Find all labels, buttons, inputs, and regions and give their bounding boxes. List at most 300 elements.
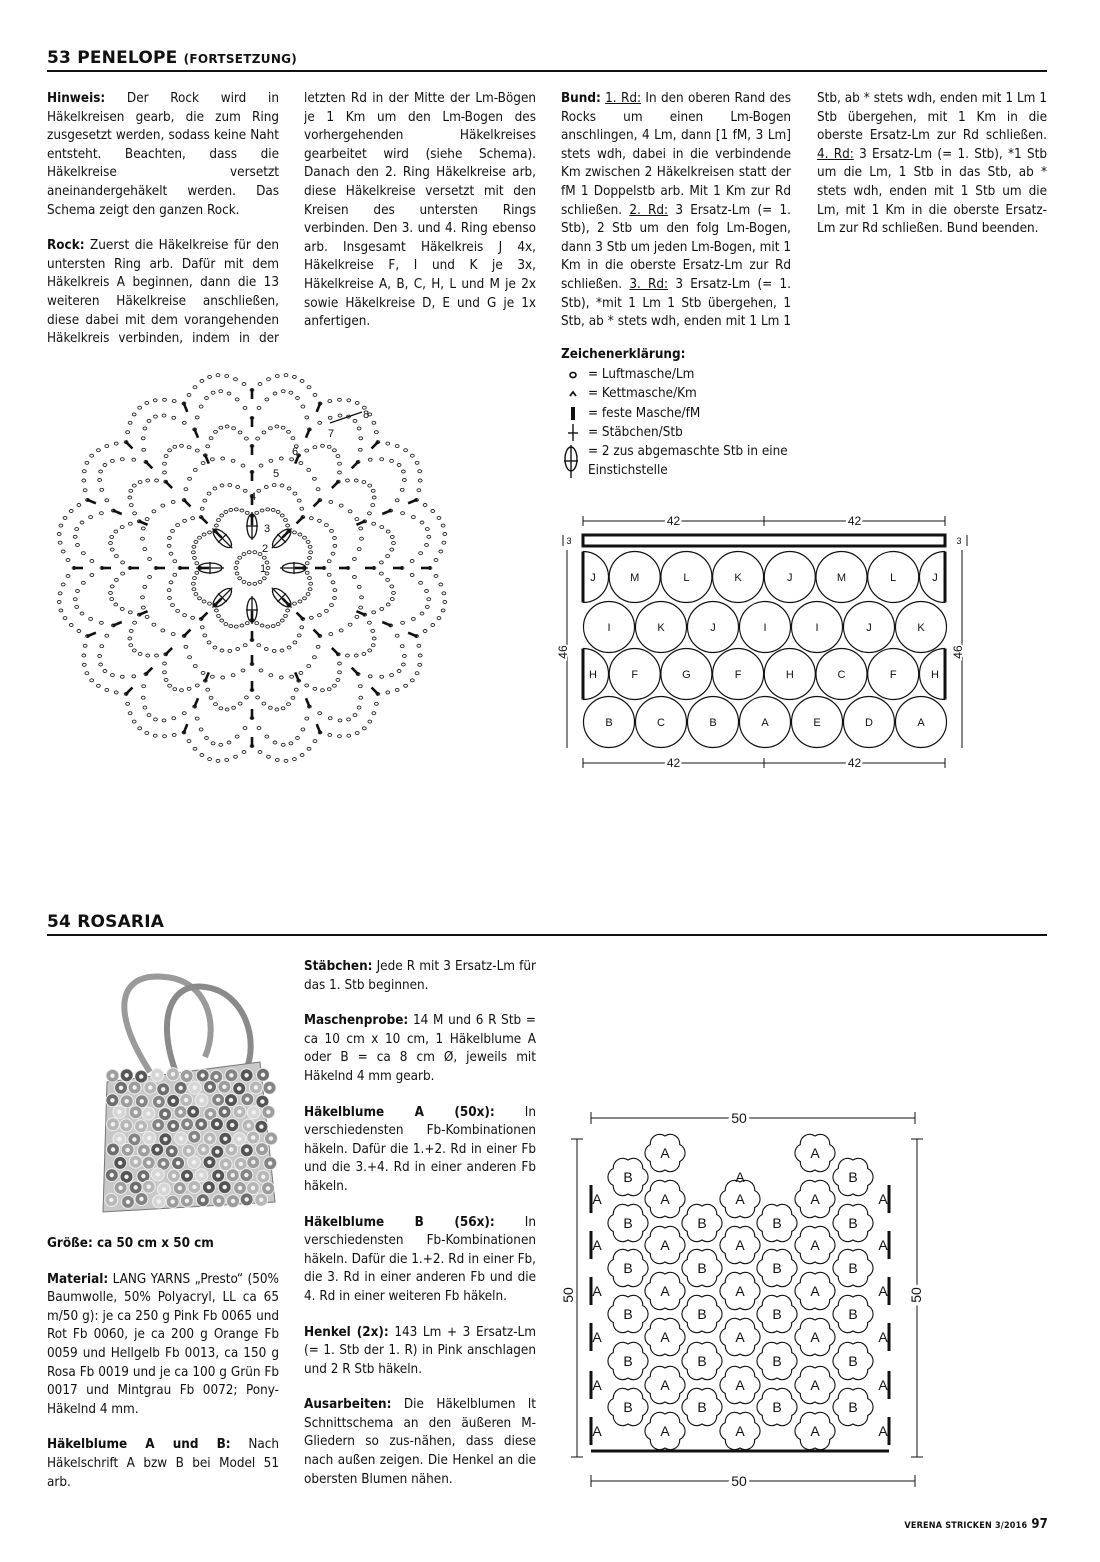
chain-stitch-mark (146, 479, 150, 482)
chain-stitch-mark (141, 696, 145, 699)
chain-stitch-mark (353, 558, 357, 561)
chain-stitch-mark (211, 391, 215, 394)
chain-stitch-mark (266, 508, 270, 511)
chain-stitch-mark (77, 504, 81, 507)
flower-motif (608, 1158, 648, 1195)
flower-center (178, 1186, 182, 1190)
chain-stitch-mark (371, 629, 375, 632)
chain-stitch-mark (114, 691, 118, 694)
chain-stitch-mark (180, 689, 184, 692)
flower-center (126, 1200, 130, 1204)
flower-center (125, 1099, 129, 1103)
chain-stitch-mark (325, 524, 329, 527)
chain-stitch-mark (272, 484, 276, 487)
chain-stitch-mark (240, 509, 244, 512)
chain-stitch-mark (61, 550, 65, 553)
flower-center (238, 1186, 242, 1190)
chain-stitch-mark (417, 644, 421, 647)
chain-stitch-mark (259, 669, 263, 672)
chain-stitch-mark (296, 737, 300, 740)
cluster-stitch-icon (563, 442, 579, 480)
legend-title: Zeichenerklärung: (561, 347, 686, 362)
chain-stitch-mark (357, 585, 361, 588)
chain-stitch-mark (290, 675, 294, 678)
chain-stitch-mark (347, 718, 351, 721)
svg-text:A: A (810, 1423, 820, 1439)
flower-center (157, 1100, 161, 1104)
chain-stitch-mark (111, 459, 115, 462)
chain-stitch-mark (195, 717, 199, 720)
chain-stitch-mark (287, 487, 291, 490)
flower-center (125, 1073, 129, 1077)
circle-label: M (630, 572, 640, 584)
chain-stitch-mark (128, 522, 132, 525)
chain-stitch-mark (235, 735, 239, 738)
chain-stitch-mark (390, 548, 394, 551)
chain-stitch-mark (395, 688, 399, 691)
chain-stitch-mark (235, 561, 239, 564)
chain-stitch-mark (327, 688, 331, 691)
chain-stitch-mark (145, 401, 149, 404)
chain-stitch-mark (280, 649, 284, 652)
chain-stitch-mark (403, 655, 407, 658)
chain-stitch-mark (200, 754, 204, 757)
chain-stitch-mark (120, 607, 124, 610)
crochet-circle-chart (40, 360, 470, 790)
chain-stitch-mark (168, 537, 172, 540)
chain-stitch-mark (193, 468, 197, 471)
chain-stitch-mark (386, 555, 390, 558)
round-number-label: 4 (250, 491, 257, 503)
chain-stitch-mark (238, 431, 242, 434)
flower-motif (682, 1249, 722, 1286)
flower-center (252, 1110, 256, 1114)
chain-stitch-mark (307, 468, 311, 471)
chain-stitch-mark (427, 535, 431, 538)
chain-stitch-mark (358, 685, 362, 688)
chain-stitch-mark (318, 519, 322, 522)
chain-stitch-mark (225, 375, 229, 378)
chain-stitch-mark (266, 625, 270, 628)
chain-stitch-mark (194, 540, 198, 543)
flower-motif (608, 1249, 648, 1286)
flower-center (192, 1135, 196, 1139)
flower-center (110, 1098, 114, 1102)
chain-stitch-mark (227, 392, 231, 395)
chain-stitch-mark (348, 510, 352, 513)
chain-stitch-mark (300, 507, 304, 510)
chain-stitch-mark (333, 597, 337, 600)
chain-stitch-mark (333, 544, 337, 547)
chain-stitch-mark (289, 742, 293, 745)
chain-stitch-mark (255, 622, 259, 625)
chain-stitch-mark (227, 741, 231, 744)
chain-stitch-mark (355, 732, 359, 735)
chain-stitch-mark (355, 518, 359, 521)
chain-stitch-mark (328, 416, 332, 419)
chain-stitch-mark (172, 416, 176, 419)
flower-center (134, 1160, 138, 1164)
chain-stitch-mark (293, 375, 297, 378)
chain-stitch-mark (163, 462, 167, 465)
chain-stitch-mark (171, 500, 175, 503)
chain-stitch-mark (357, 548, 361, 551)
chain-stitch-mark (418, 663, 422, 666)
chain-stitch-mark (141, 537, 145, 540)
chain-stitch-mark (176, 609, 180, 612)
flower-center (201, 1147, 205, 1151)
circle-label: K (657, 622, 665, 634)
flower-center (231, 1173, 235, 1177)
chain-stitch-mark (287, 646, 291, 649)
chain-stitch-mark (225, 758, 229, 761)
chain-stitch-mark (269, 459, 273, 462)
chain-stitch-mark (208, 758, 212, 761)
height-label: 46 (556, 645, 570, 659)
circle-label: I (607, 622, 611, 634)
chain-stitch-mark (305, 717, 309, 720)
chain-stitch-mark (114, 442, 118, 445)
chain-stitch-mark (280, 619, 284, 622)
chain-stitch-mark (209, 437, 213, 440)
circle-label: J (710, 622, 716, 634)
chain-stitch-mark (308, 588, 312, 591)
chain-stitch-mark (348, 623, 352, 626)
chain-stitch-mark (164, 678, 168, 681)
flower-center (208, 1112, 212, 1116)
chain-stitch-mark (82, 470, 86, 473)
chain-stitch-mark (129, 629, 133, 632)
chain-stitch-mark (443, 601, 447, 604)
flower-motif (720, 1412, 760, 1449)
chain-stitch-mark (203, 499, 207, 502)
chain-stitch-mark (275, 758, 279, 761)
chain-stitch-mark (229, 625, 233, 628)
flower-center (247, 1123, 251, 1127)
chain-stitch-mark (402, 663, 406, 666)
chain-stitch-mark (225, 708, 229, 711)
flower-motif (833, 1295, 873, 1332)
single-crochet-mark (314, 630, 321, 637)
chain-stitch-mark (338, 735, 342, 738)
chain-stitch-mark (198, 597, 202, 600)
chain-stitch-mark (359, 437, 363, 440)
flower-center (179, 1136, 183, 1140)
chain-stitch-mark (141, 606, 145, 609)
round-number-label: 6 (292, 446, 299, 458)
chain-stitch-mark (397, 670, 401, 673)
chain-stitch-icon (567, 365, 583, 384)
dimension-label: 42 (666, 514, 681, 528)
chain-stitch-mark (307, 386, 311, 389)
chain-stitch-mark (309, 616, 313, 619)
chain-stitch-mark (221, 457, 225, 460)
text-column-3 (561, 90, 791, 332)
chain-stitch-mark (234, 625, 238, 628)
page-number: 97 (1031, 1517, 1048, 1532)
edge-label-a: A (878, 1377, 888, 1393)
chain-stitch-mark (163, 471, 167, 474)
svg-text:B: B (772, 1399, 782, 1415)
chain-stitch-mark (256, 437, 260, 440)
chain-stitch-mark (201, 671, 205, 674)
chain-stitch-mark (279, 457, 283, 460)
chain-stitch-mark (380, 561, 384, 564)
chain-stitch-mark (82, 654, 86, 657)
chain-stitch-mark (99, 470, 103, 473)
chain-stitch-mark (171, 529, 175, 532)
chain-stitch-mark (327, 560, 331, 563)
chain-stitch-mark (75, 528, 79, 531)
chain-stitch-mark (313, 656, 317, 659)
flower-center (237, 1086, 241, 1090)
chain-stitch-mark (148, 558, 152, 561)
chain-stitch-mark (145, 732, 149, 735)
chain-stitch-mark (368, 621, 372, 624)
chain-stitch-mark (360, 537, 364, 540)
text-column-2: letzten Rd in der Mitte der Lm-Bögen je 1 Km um den Lm-Bogen des vorhergehenden Häkelkreises gearbeitet wird (siehe Schema). Danach den 2. Ring Häkelkreise arb, diese Häkelkreise versetzt mit den Kreisen des untersten Rings verbinden. Den 3. und 4. Ring ebenso arb. Insgesamt Häkelkreis J 4x, Häkelkreise F, I und K je 3x, Häkelkreise A, B, C, H, L und M je 2x sowie Häkelkreise D, E und G je 1x anfertigen. (304, 90, 536, 330)
chain-stitch-mark (410, 574, 414, 577)
flower-motif (720, 1366, 760, 1403)
chain-stitch-mark (329, 633, 333, 636)
chain-stitch-mark (120, 526, 124, 529)
svg-text:A: A (810, 1237, 820, 1253)
single-crochet-mark (113, 622, 122, 626)
flower-center (185, 1074, 189, 1078)
chain-stitch-mark (232, 427, 236, 430)
chain-stitch-mark (232, 706, 236, 709)
chain-stitch-mark (305, 684, 309, 687)
chain-stitch-mark (306, 593, 310, 596)
chain-stitch-mark (111, 674, 115, 677)
chain-stitch-mark (410, 679, 414, 682)
chain-stitch-mark (171, 633, 175, 636)
flower-center (229, 1098, 233, 1102)
chain-stitch-mark (386, 578, 390, 581)
flower-center (147, 1136, 151, 1140)
chain-stitch-mark (400, 488, 404, 491)
chain-stitch-mark (316, 488, 320, 491)
flower-center (111, 1147, 115, 1151)
circle-label: D (865, 717, 873, 729)
chain-stitch-mark (110, 535, 114, 538)
chain-stitch-mark (262, 556, 266, 559)
chain-stitch-mark (280, 514, 284, 517)
chain-stitch-mark (313, 393, 317, 396)
band-height-label: 3 (956, 536, 962, 546)
flower-center (171, 1124, 175, 1128)
chain-stitch-mark (293, 758, 297, 761)
flower-center (244, 1173, 248, 1177)
haekelblume-ab-paragraph: Häkelblume A und B: Nach Häkelschrift A bzw B bei Model 51 arb. (47, 1437, 279, 1490)
chain-stitch-mark (145, 615, 149, 618)
chain-stitch-mark (89, 516, 93, 519)
svg-text:B: B (697, 1215, 707, 1231)
chain-stitch-mark (163, 662, 167, 665)
chain-stitch-mark (205, 397, 209, 400)
single-crochet-mark (194, 698, 198, 707)
chain-stitch-mark (172, 717, 176, 720)
flower-center (185, 1174, 189, 1178)
single-crochet-mark (205, 454, 209, 463)
svg-text:A: A (735, 1377, 745, 1393)
chain-stitch-mark (247, 551, 251, 554)
chain-stitch-mark (219, 426, 223, 429)
flower-center (170, 1149, 174, 1153)
svg-text:A: A (810, 1191, 820, 1207)
chain-stitch-mark (309, 551, 313, 554)
flower-center (237, 1110, 241, 1114)
flower-center (109, 1198, 113, 1202)
chain-stitch-mark (372, 496, 376, 499)
chain-stitch-mark (327, 573, 331, 576)
chain-stitch-mark (195, 416, 199, 419)
chain-stitch-mark (293, 531, 297, 534)
chain-stitch-mark (98, 655, 102, 658)
flower-center (223, 1137, 227, 1141)
chain-stitch-mark (368, 649, 372, 652)
chain-stitch-mark (129, 504, 133, 507)
chain-stitch-mark (213, 487, 217, 490)
chain-stitch-mark (69, 510, 73, 513)
chain-stitch-mark (338, 471, 342, 474)
flower-motif (795, 1366, 835, 1403)
single-crochet-mark (332, 481, 339, 488)
chain-stitch-mark (262, 431, 266, 434)
single-crochet-mark (165, 481, 172, 488)
slip-stitch-icon (567, 384, 583, 403)
chain-stitch-mark (380, 572, 384, 575)
chain-stitch-mark (138, 652, 142, 655)
chain-stitch-mark (279, 676, 283, 679)
flower-center (117, 1110, 121, 1114)
bag-photo (95, 962, 280, 1214)
cluster-stitch-mark (246, 512, 258, 540)
flower-motif (757, 1295, 797, 1332)
svg-text:A: A (735, 1169, 745, 1185)
chain-stitch-mark (265, 735, 269, 738)
chain-stitch-mark (401, 621, 405, 624)
chain-stitch-mark (200, 507, 204, 510)
single-crochet-mark (145, 461, 152, 468)
svg-text:A: A (810, 1377, 820, 1393)
chain-stitch-mark (215, 609, 219, 612)
flower-motif (833, 1342, 873, 1379)
chain-stitch-mark (298, 533, 302, 536)
flower-center (156, 1123, 160, 1127)
chain-stitch-mark (291, 437, 295, 440)
dimension-label: 42 (847, 514, 862, 528)
circle-label: J (932, 572, 938, 584)
chain-stitch-mark (224, 510, 228, 513)
chain-stitch-mark (425, 528, 429, 531)
double-crochet-icon (567, 423, 583, 442)
chain-stitch-mark (303, 536, 307, 539)
chain-stitch-mark (133, 512, 137, 515)
chain-stitch-mark (264, 648, 268, 651)
flower-center (199, 1122, 203, 1126)
chain-stitch-mark (375, 702, 379, 705)
ausarbeiten-paragraph: Ausarbeiten: Die Häkelblumen lt Schnittschema an den äußeren M-Gliedern so zus-nähen, dass diese nach außen zeigen. Die Henkel an die obersten Blumen nähen. (304, 1397, 536, 1487)
chain-stitch-mark (443, 533, 447, 536)
chain-stitch-mark (395, 445, 399, 448)
chain-stitch-mark (418, 654, 422, 657)
chain-stitch-mark (313, 446, 317, 449)
chain-stitch-mark (368, 512, 372, 515)
svg-text:B: B (623, 1215, 633, 1231)
text-column-4: Stb, ab * stets wdh, enden mit 1 Lm 1 Stb übergehen, mit 1 Km in die oberste Ersatz-Lm zur Rd schließen. 4. Rd: 3 Ersatz-Lm (= 1. Stb), *1 Stb um die Lm, 1 Stb in das Stb, ab * stets wdh, enden mit 1 Stb um die Lm, mit 1 Km in die oberste Ersatz-Lm zur Rd schließen. Bund beenden. (817, 90, 1047, 237)
chain-stitch-mark (280, 484, 284, 487)
chain-stitch-mark (243, 406, 247, 409)
chain-stitch-mark (195, 684, 199, 687)
chain-stitch-mark (219, 390, 223, 393)
chain-stitch-mark (372, 712, 376, 715)
chain-stitch-mark (234, 378, 238, 381)
chain-stitch-mark (208, 602, 212, 605)
flower-motif (645, 1318, 685, 1355)
chain-stitch-mark (245, 696, 249, 699)
flower-center (245, 1197, 249, 1201)
chain-stitch-mark (199, 728, 203, 731)
chain-stitch-mark (208, 375, 212, 378)
flower-center (261, 1175, 265, 1179)
chain-stitch-mark (286, 609, 290, 612)
chain-stitch-mark (143, 706, 147, 709)
svg-text:A: A (660, 1423, 670, 1439)
flower-center (267, 1086, 271, 1090)
flower-center (230, 1123, 234, 1127)
chain-stitch-mark (372, 637, 376, 640)
svg-text:A: A (660, 1237, 670, 1253)
chain-stitch-mark (143, 427, 147, 430)
chain-stitch-mark (206, 445, 210, 448)
chain-stitch-mark (217, 519, 221, 522)
chain-stitch-mark (333, 589, 337, 592)
circle-label: M (836, 572, 847, 584)
chain-stitch-mark (164, 455, 168, 458)
round-number-label: 8 (363, 409, 370, 421)
circle-label: H (785, 669, 794, 681)
chain-stitch-mark (281, 426, 285, 429)
flower-center (237, 1137, 241, 1141)
chain-stitch-mark (59, 609, 63, 612)
svg-text:A: A (660, 1145, 670, 1161)
chain-stitch-mark (82, 479, 86, 482)
chain-stitch-mark (110, 585, 114, 588)
flower-center (193, 1086, 197, 1090)
chain-stitch-mark (338, 414, 342, 417)
svg-text:B: B (848, 1169, 858, 1185)
magazine-name: VERENA STRICKEN 3/2016 (904, 1521, 1028, 1531)
chain-stitch-mark (401, 512, 405, 515)
flower-center (229, 1073, 233, 1077)
chain-stitch-mark (318, 712, 322, 715)
chain-stitch-mark (271, 625, 275, 628)
chain-stitch-mark (360, 596, 364, 599)
chain-stitch-mark (85, 672, 89, 675)
section-header-53 (47, 44, 1047, 72)
single-crochet-mark (183, 499, 190, 506)
chain-stitch-mark (214, 703, 218, 706)
single-crochet-mark (314, 499, 321, 506)
svg-text:A: A (660, 1377, 670, 1393)
flower-center (215, 1150, 219, 1154)
chain-stitch-mark (207, 641, 211, 644)
chain-stitch-mark (90, 679, 94, 682)
symbol-legend (561, 345, 818, 480)
flower-motif (757, 1249, 797, 1286)
chain-stitch-mark (346, 654, 350, 657)
